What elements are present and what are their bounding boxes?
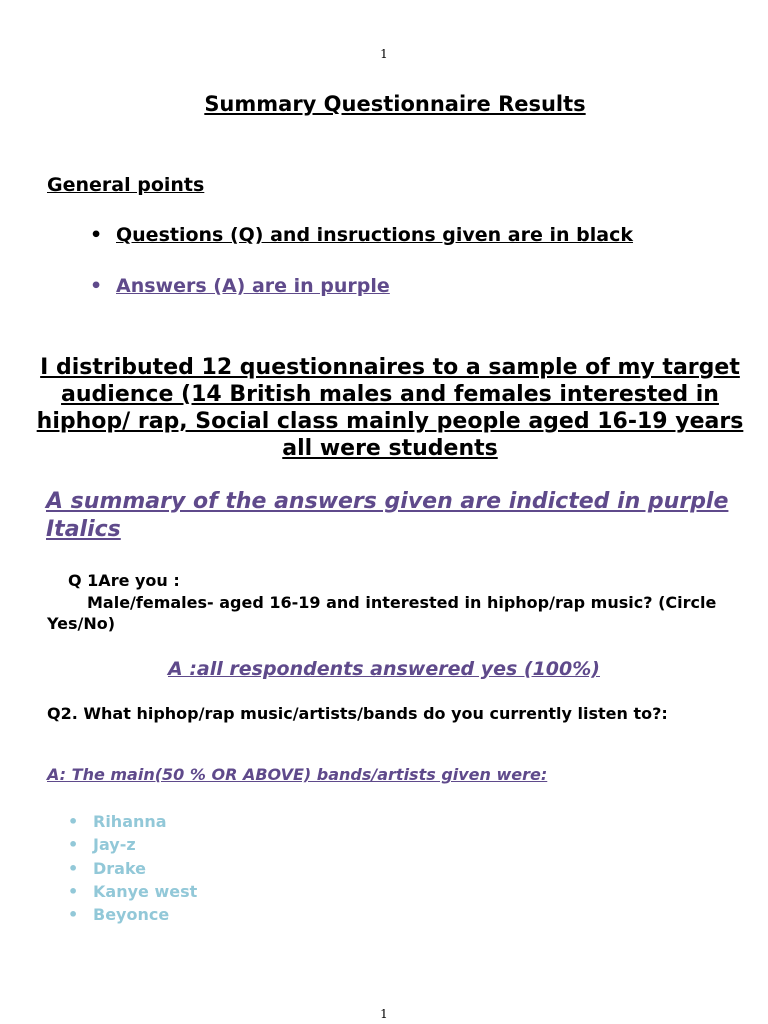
general-point-answers (90, 275, 390, 297)
general-point-text: Answers (A) are in purple (116, 275, 390, 297)
q2-question: Q2. What hiphop/rap music/artists/bands do you currently listen to?: (47, 704, 668, 723)
general-points-heading: General points (47, 174, 205, 196)
q1-body: Male/females- aged 16-19 and interested in hiphop/rap music? (Circle Yes/No) (47, 593, 717, 633)
list-item: • Drake (68, 857, 197, 880)
page-number-bottom: 1 (380, 1007, 388, 1021)
bullet-icon: • (90, 224, 103, 246)
list-item: • Rihanna (68, 810, 197, 833)
q2-answer: A: The main(50 % OR ABOVE) bands/artists given were: (47, 765, 548, 784)
bullet-icon: • (68, 835, 79, 855)
artist-list (68, 810, 197, 926)
q1-heading: Q 1Are you : (68, 571, 180, 590)
bullet-icon: • (68, 905, 79, 925)
list-item: • Beyonce (68, 903, 197, 926)
general-point-text: Questions (Q) and insructions given are in black (116, 224, 633, 246)
list-item: • Jay-z (68, 833, 197, 856)
list-item: • Kanye west (68, 880, 197, 903)
summary-note: A summary of the answers given are indicted in purple Italics (46, 489, 729, 542)
page-number-top: 1 (380, 47, 388, 61)
page-title: Summary Questionnaire Results (204, 92, 586, 116)
bullet-icon: • (68, 858, 79, 878)
bullet-icon: • (90, 275, 103, 297)
q1-answer: A :all respondents answered yes (100%) (168, 658, 600, 680)
bullet-icon: • (68, 881, 79, 901)
intro-paragraph: I distributed 12 questionnaires to a sample of my target audience (14 British males and females interested in hiphop/ rap, Social class mainly people aged 16-19 years all were students (36, 355, 744, 461)
bullet-icon: • (68, 812, 79, 831)
general-point-questions (90, 224, 633, 246)
